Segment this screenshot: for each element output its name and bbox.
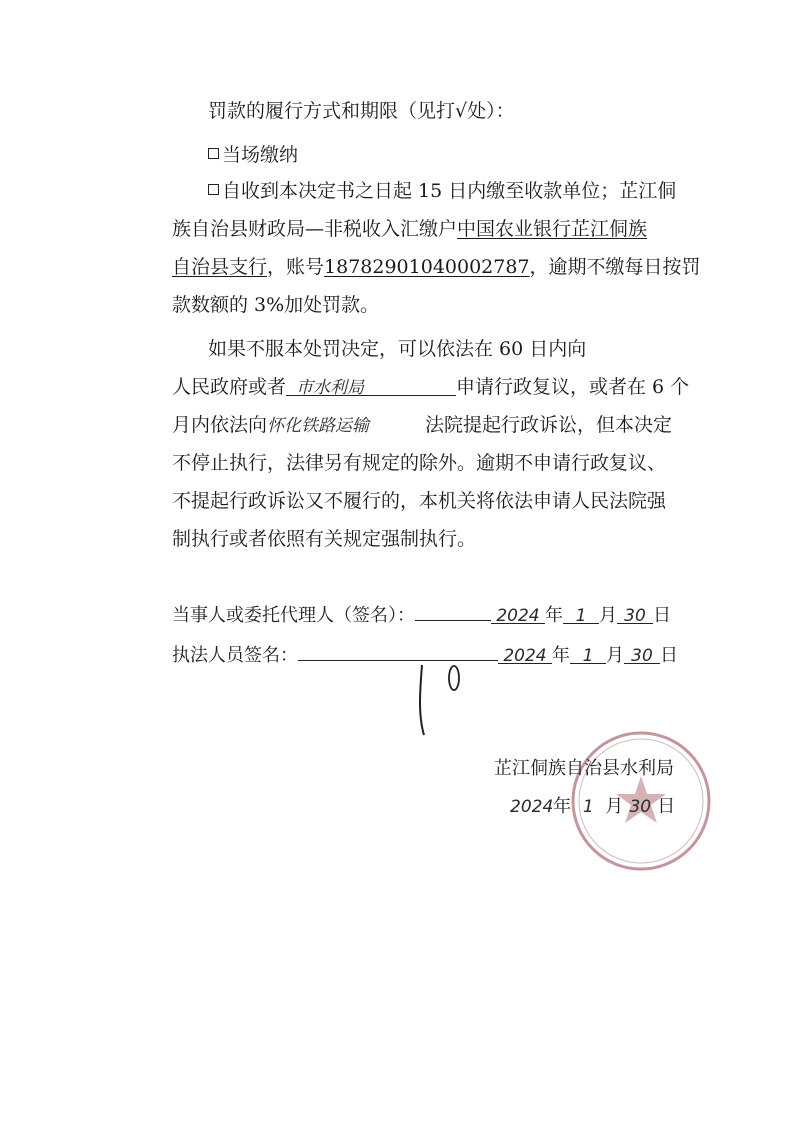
handwritten-court: 怀化铁路运输 [267, 416, 370, 436]
issuer-name: 芷江侗族自治县水利局 [494, 758, 674, 779]
issuer-month: 1 [582, 797, 594, 817]
checkbox-onsite [208, 148, 219, 159]
issuer-date: 2024年 1 月 30 日 [510, 794, 710, 820]
option-bank-line-4: 款数额的 3%加处罚款。 [172, 294, 380, 316]
issuer-day: 30 [629, 797, 652, 817]
option-bank-line-1: 自收到本决定书之日起 15 日内缴至收款单位；芷江侗 [208, 178, 748, 204]
party-day: 30 [617, 603, 653, 624]
appeal-line-2: 人民政府或者 市水利局 申请行政复议，或者在 6 个 [172, 376, 690, 398]
officer-month: 1 [570, 643, 606, 664]
account-number: 18782901040002787 [324, 256, 530, 278]
handwritten-signature-stroke [410, 660, 470, 740]
option-bank-line-3: 自治县支行，账号18782901040002787，逾期不缴每日按罚 [172, 256, 701, 278]
appeal-line-5: 不提起行政诉讼又不履行的，本机关将依法申请人民法院强 [172, 490, 667, 512]
bank-name-part-1: 中国农业银行芷江侗族 [457, 218, 648, 240]
party-month: 1 [563, 603, 599, 624]
officer-day: 30 [624, 643, 660, 664]
option-onsite: 当场缴纳 [208, 142, 748, 168]
officer-year: 2024 [498, 643, 552, 664]
officer-signature-row: 执法人员签名： 2024 年 1 月 30 日 [172, 640, 692, 669]
checkbox-bank [208, 184, 219, 195]
officer-signature-blank [298, 640, 498, 661]
option-bank-line-2: 族自治县财政局—非税收入汇缴户中国农业银行芷江侗族 [172, 218, 648, 240]
party-signature-row: 当事人或委托代理人（签名）： 2024 年 1 月 30 日 [172, 600, 692, 629]
appeal-line-6: 制执行或者依照有关规定强制执行。 [172, 528, 477, 550]
appeal-line-3: 月内依法向怀化铁路运输 法院提起行政诉讼，但本决定 [172, 412, 712, 439]
payment-heading: 罚款的履行方式和期限（见打√处）： [208, 100, 515, 122]
issuer-year: 2024 [510, 797, 554, 817]
party-year: 2024 [491, 603, 545, 624]
handwritten-gov-agency: 市水利局 [286, 375, 456, 396]
appeal-line-1: 如果不服本处罚决定，可以依法在 60 日内向 [208, 338, 587, 360]
bank-name-part-2: 自治县支行 [172, 256, 268, 278]
party-signature-blank [415, 600, 491, 621]
appeal-line-4: 不停止执行，法律另有规定的除外。逾期不申请行政复议、 [172, 452, 667, 474]
